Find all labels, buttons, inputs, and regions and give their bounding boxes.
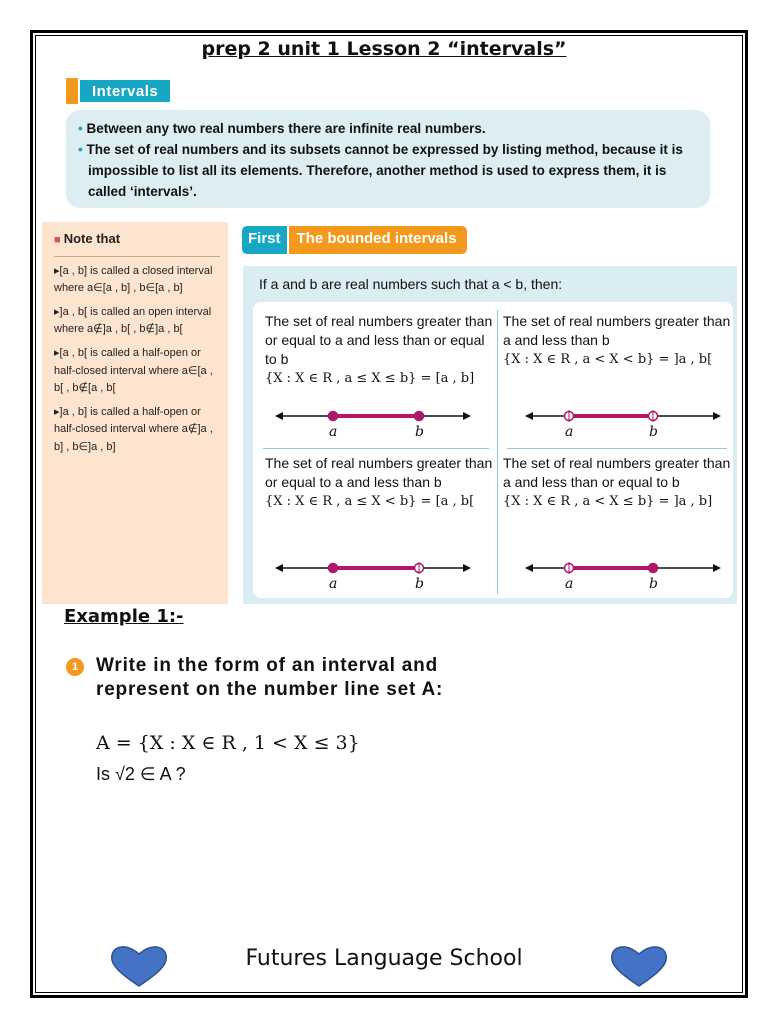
intervals-heading [66, 78, 172, 104]
number-line [273, 406, 473, 446]
intervals-point: • Between any two real numbers there are infinite real numbers. [78, 121, 486, 136]
intervals-point: • The set of real numbers and its subsets cannot be expressed by listing method, because it is impossible to list all its elements. Therefore, another method is used to express them, it is called ‘intervals’. [78, 142, 683, 199]
question-set: A = {X : X ∈ R , 1 < X ≤ 3} [96, 732, 360, 754]
interval-description: The set of real numbers greater than a and less than or equal to b [503, 455, 731, 490]
interval-cell-closed [265, 312, 495, 388]
number-line-svg [525, 410, 721, 422]
page-title: prep 2 unit 1 Lesson 2 “intervals” [201, 38, 567, 60]
bounded-heading-label: The bounded intervals [289, 226, 467, 254]
question-text: Write in the form of an interval and represent on the number line set A: [96, 655, 444, 700]
interval-set: {X : X ∈ R , a < X ≤ b} = ]a , b] [503, 494, 713, 509]
grid-divider-horizontal [263, 448, 489, 449]
number-line [523, 558, 723, 598]
number-line-graphic [523, 406, 723, 428]
grid-divider-vertical [497, 310, 498, 594]
number-line [273, 558, 473, 598]
number-line-graphic [273, 406, 473, 428]
interval-set: {X : X ∈ R , a < X < b} = ]a , b[ [503, 352, 713, 367]
first-tag: First [242, 226, 287, 254]
interval-cell-open [503, 312, 733, 369]
axis-arrow-left [525, 412, 533, 420]
question-ask: Is √2 ∈ A ? [96, 764, 186, 784]
endpoint-label-b: b [415, 424, 424, 440]
number-line-svg [275, 562, 471, 574]
endpoint-b [649, 564, 658, 573]
axis-arrow-right [463, 412, 471, 420]
number-line-graphic [523, 558, 723, 580]
endpoint-label-b: b [649, 576, 658, 592]
number-line-svg [525, 562, 721, 574]
endpoint-label-b: b [649, 424, 658, 440]
bounded-intervals-heading [242, 226, 467, 254]
axis-arrow-left [525, 564, 533, 572]
question-number-badge: 1 [66, 658, 84, 676]
axis-arrow-left [275, 412, 283, 420]
axis-arrow-right [713, 564, 721, 572]
note-sidebar [42, 222, 228, 604]
axis-arrow-left [275, 564, 283, 572]
interval-set: {X : X ∈ R , a ≤ X < b} = [a , b[ [265, 494, 475, 509]
interval-description: The set of real numbers greater than a and less than b [503, 313, 731, 348]
number-line-svg [275, 412, 471, 421]
interval-description: The set of real numbers greater than or equal to a and less than b [265, 455, 493, 490]
note-item: ▸[a , b] is called a closed interval where a∈[a , b] , b∈[a , b] [54, 264, 213, 295]
bounded-intro: If a and b are real numbers such that a < b, then: [259, 276, 563, 292]
bounded-grid [253, 302, 733, 598]
heart-icon [610, 944, 668, 988]
note-item: ▸]a , b] is called a half-open or half-closed interval where a∉]a , b] , b∈]a , b] [54, 405, 213, 453]
grid-divider-horizontal [507, 448, 727, 449]
note-item: ▸]a , b[ is called an open interval where a∉]a , b[ , b∉]a , b[ [54, 305, 212, 336]
axis-arrow-right [463, 564, 471, 572]
interval-set: {X : X ∈ R , a ≤ X ≤ b} = [a , b] [265, 371, 475, 386]
endpoint-a [329, 412, 338, 421]
interval-description: The set of real numbers greater than or equal to a and less than or equal to b [265, 313, 493, 367]
endpoint-label-a: a [329, 576, 338, 592]
endpoint-a [329, 564, 338, 573]
interval-cell-half-open-right [265, 454, 495, 511]
endpoint-label-a: a [565, 576, 574, 592]
footer-school-name: Futures Language School [245, 946, 523, 971]
number-line [523, 406, 723, 446]
axis-arrow-right [713, 412, 721, 420]
intervals-box [66, 110, 710, 208]
endpoint-b [415, 412, 424, 421]
note-item: ▸[a , b[ is called a half-open or half-closed interval where a∈[a , b[ , b∉[a , b[ [54, 346, 213, 395]
number-line-graphic [273, 558, 473, 580]
endpoint-label-b: b [415, 576, 424, 592]
bounded-intervals-panel [243, 266, 737, 604]
intervals-heading-label: Intervals [78, 78, 172, 104]
interval-cell-half-open-left [503, 454, 733, 511]
example-label: Example 1:- [64, 606, 184, 627]
note-title: ■ Note that [54, 230, 220, 257]
endpoint-label-a: a [329, 424, 338, 440]
endpoint-label-a: a [565, 424, 574, 440]
